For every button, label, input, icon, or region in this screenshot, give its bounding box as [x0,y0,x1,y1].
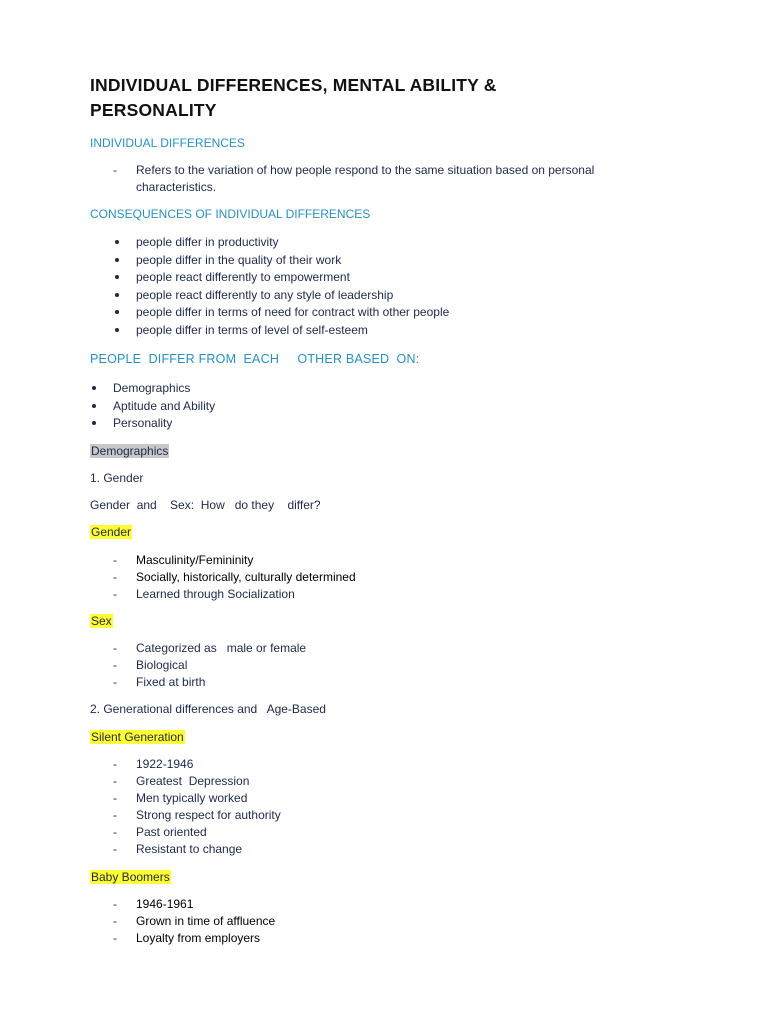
title-line-2: PERSONALITY [90,100,217,120]
gender-label: Gender [91,525,132,539]
list-item: people differ in the quality of their work [136,253,342,267]
gender-vs-sex-question: Gender and Sex: How do they differ? [90,498,321,512]
list-item: people differ in terms of need for contract with other people [136,305,450,319]
gender-label-wrap [90,525,132,540]
bullet-dot [115,293,119,297]
list-item: people react differently to any style of leadership [136,288,394,302]
list-item: Men typically worked [136,791,248,805]
demographics-label: Demographics [91,444,169,458]
dash-marker: - [113,641,117,655]
list-item: Learned through Socialization [136,587,295,601]
dash-marker: - [113,842,117,856]
dash-marker: - [113,931,117,945]
list-item: Loyalty from employers [136,931,261,945]
definition-line-2: characteristics. [136,180,217,194]
bullet-dot [115,275,119,279]
list-item: people differ in productivity [136,235,279,249]
title-line-1: INDIVIDUAL DIFFERENCES, MENTAL ABILITY & [90,75,497,95]
list-item: 1946-1961 [136,897,194,911]
demographics-label-wrap [90,444,169,459]
dash-marker: - [113,808,117,822]
dash-marker: - [113,570,117,584]
list-item: Past oriented [136,825,207,839]
dash-marker: - [113,774,117,788]
list-item: Categorized as male or female [136,641,307,655]
baby-boomers-label: Baby Boomers [91,870,170,884]
dash-marker: - [113,587,117,601]
list-item: people differ in terms of level of self-esteem [136,323,368,337]
bullet-dot [92,404,96,408]
list-item: Strong respect for authority [136,808,281,822]
section-heading-individual-differences: INDIVIDUAL DIFFERENCES [90,136,245,150]
list-item: Resistant to change [136,842,243,856]
dash-marker: - [113,553,117,567]
definition-line-1: Refers to the variation of how people respond to the same situation based on personal [136,163,595,177]
dash-marker: - [113,675,117,689]
bullet-dot [92,421,96,425]
section-heading-consequences: CONSEQUENCES OF INDIVIDUAL DIFFERENCES [90,207,371,221]
document-title [90,73,690,123]
list-item: people react differently to empowerment [136,270,350,284]
sex-label-wrap [90,614,113,629]
list-item: Fixed at birth [136,675,206,689]
list-item: Greatest Depression [136,774,250,788]
dash-marker: - [113,163,117,177]
list-item: 1922-1946 [136,757,194,771]
bullet-dot [115,310,119,314]
list-item: Aptitude and Ability [113,399,216,413]
boomers-label-wrap [90,870,171,885]
dash-marker: - [113,914,117,928]
dash-marker: - [113,825,117,839]
dash-marker: - [113,791,117,805]
dash-marker: - [113,757,117,771]
dash-marker: - [113,658,117,672]
silent-label-wrap [90,730,185,745]
list-item: Grown in time of affluence [136,914,276,928]
list-item: Biological [136,658,188,672]
list-item: Personality [113,416,173,430]
section-heading-people-differ: PEOPLE DIFFER FROM EACH OTHER BASED ON: [90,352,420,366]
dash-marker: - [113,897,117,911]
gender-number-heading: 1. Gender [90,471,144,485]
silent-generation-label: Silent Generation [91,730,184,744]
list-item: Demographics [113,381,191,395]
bullet-dot [115,258,119,262]
generational-heading: 2. Generational differences and Age-Based [90,702,326,716]
bullet-dot [115,328,119,332]
bullet-dot [92,386,96,390]
list-item: Socially, historically, culturally determined [136,570,356,584]
list-item: Masculinity/Femininity [136,553,254,567]
bullet-dot [115,240,119,244]
sex-label: Sex [91,614,112,628]
